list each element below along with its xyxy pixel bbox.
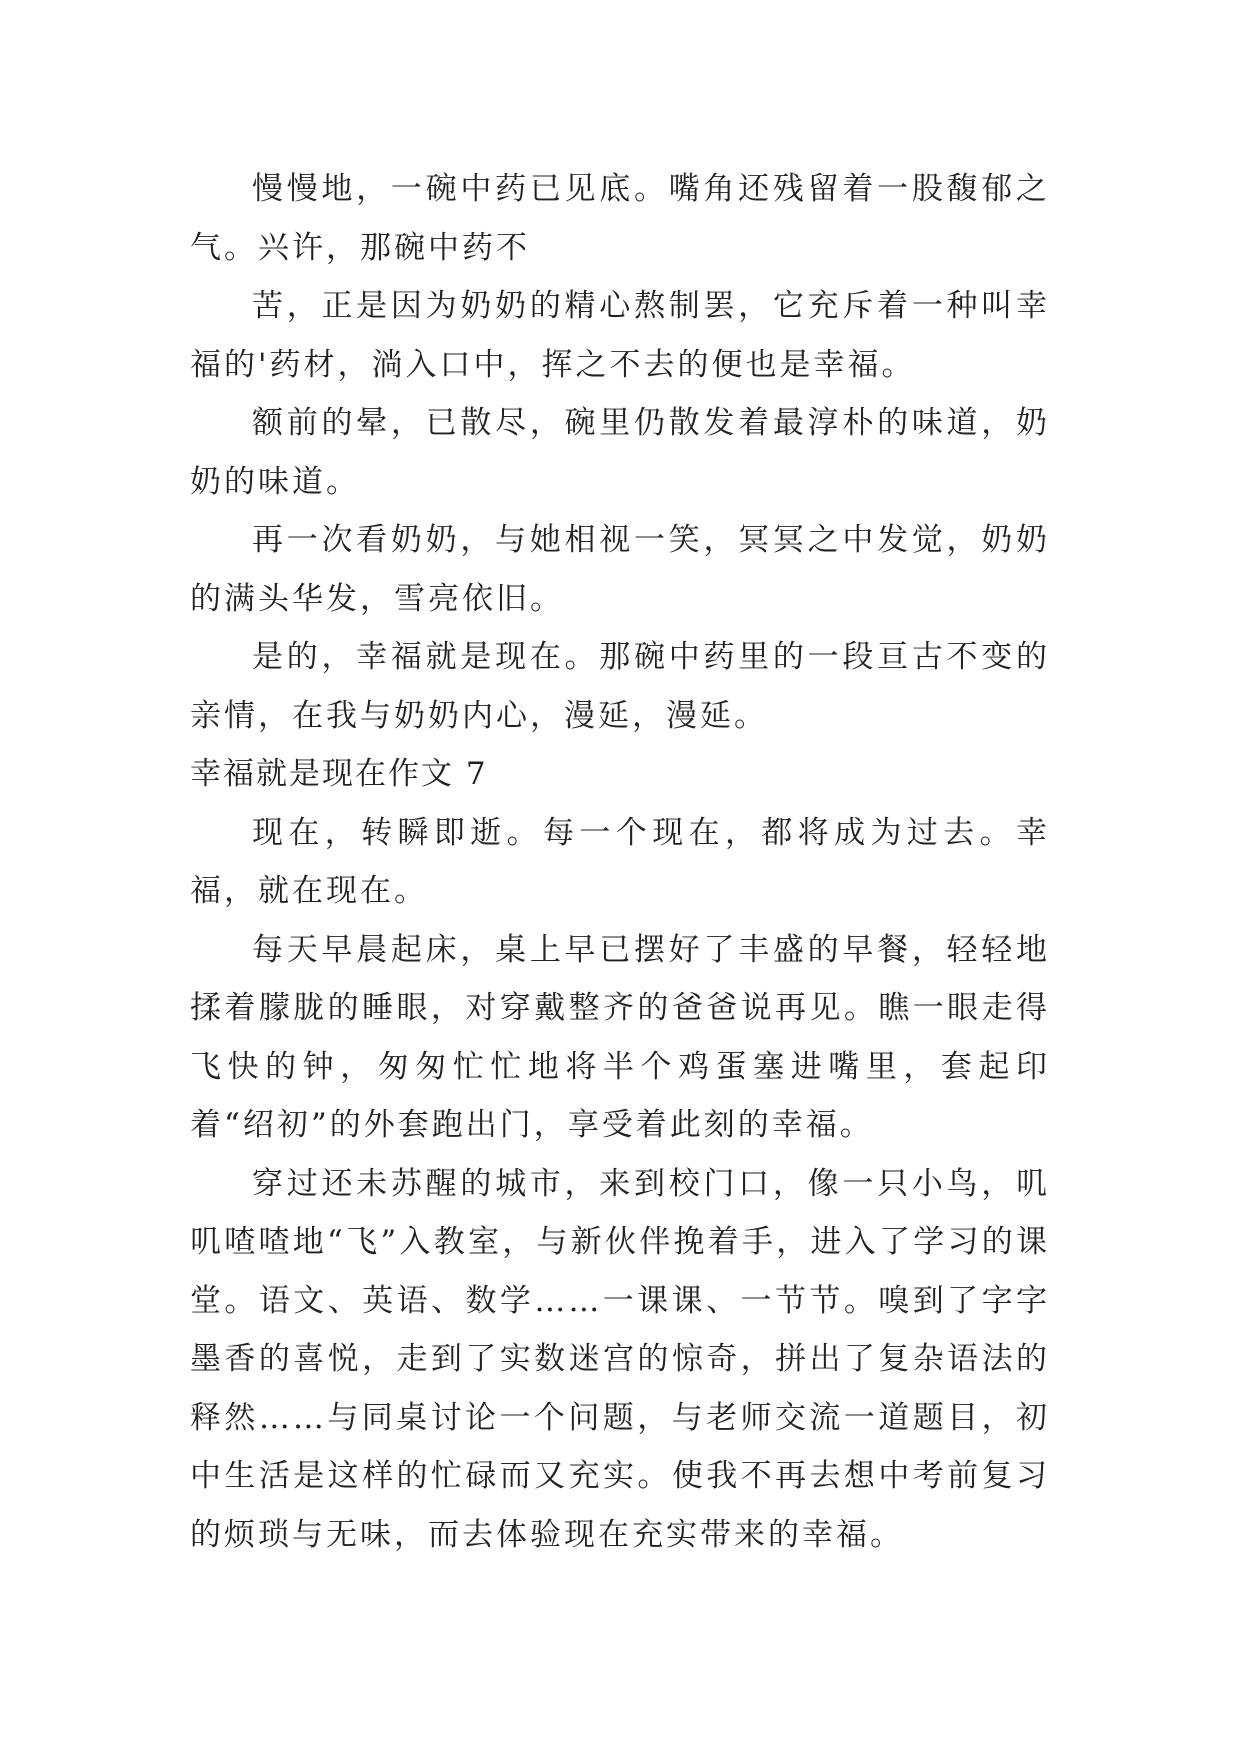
paragraph: 穿过还未苏醒的城市，来到校门口，像一只小鸟，叽叽喳喳地“飞”入教室，与新伙伴挽着手，进入了学习的课堂。语文、英语、数学……一课课、一节节。嗅到了字字墨香的喜悦，走到了实数迷宫的惊奇，拼出了复杂语法的释然……与同桌讨论一个问题，与老师交流一道题目，初中生活是这样的忙碌而又充实。使我不再去想中考前复习的烦琐与无味，而去体验现在充实带来的幸福。	[190, 1165, 1050, 1553]
paragraph: 慢慢地，一碗中药已见底。嘴角还残留着一股馥郁之气。兴许，那碗中药不	[190, 171, 1050, 266]
paragraph: 现在，转瞬即逝。每一个现在，都将成为过去。幸福，就在现在。	[190, 814, 1050, 909]
paragraph: 额前的晕，已散尽，碗里仍散发着最淳朴的味道，奶奶的味道。	[190, 405, 1050, 500]
section-heading: 幸福就是现在作文 7	[190, 756, 488, 792]
document-body	[190, 160, 1050, 1564]
paragraph: 是的，幸福就是现在。那碗中药里的一段亘古不变的亲情，在我与奶奶内心，漫延，漫延。	[190, 639, 1050, 734]
paragraph: 苦，正是因为奶奶的精心熬制罢，它充斥着一种叫幸福的'药材，淌入口中，挥之不去的便也是幸福。	[190, 288, 1050, 383]
paragraph: 每天早晨起床，桌上早已摆好了丰盛的早餐，轻轻地揉着朦胧的睡眼，对穿戴整齐的爸爸说再见。瞧一眼走得飞快的钟，匆匆忙忙地将半个鸡蛋塞进嘴里，套起印着“绍初”的外套跑出门，享受着此刻的幸福。	[190, 931, 1050, 1143]
paragraph: 再一次看奶奶，与她相视一笑，冥冥之中发觉，奶奶的满头华发，雪亮依旧。	[190, 522, 1050, 617]
